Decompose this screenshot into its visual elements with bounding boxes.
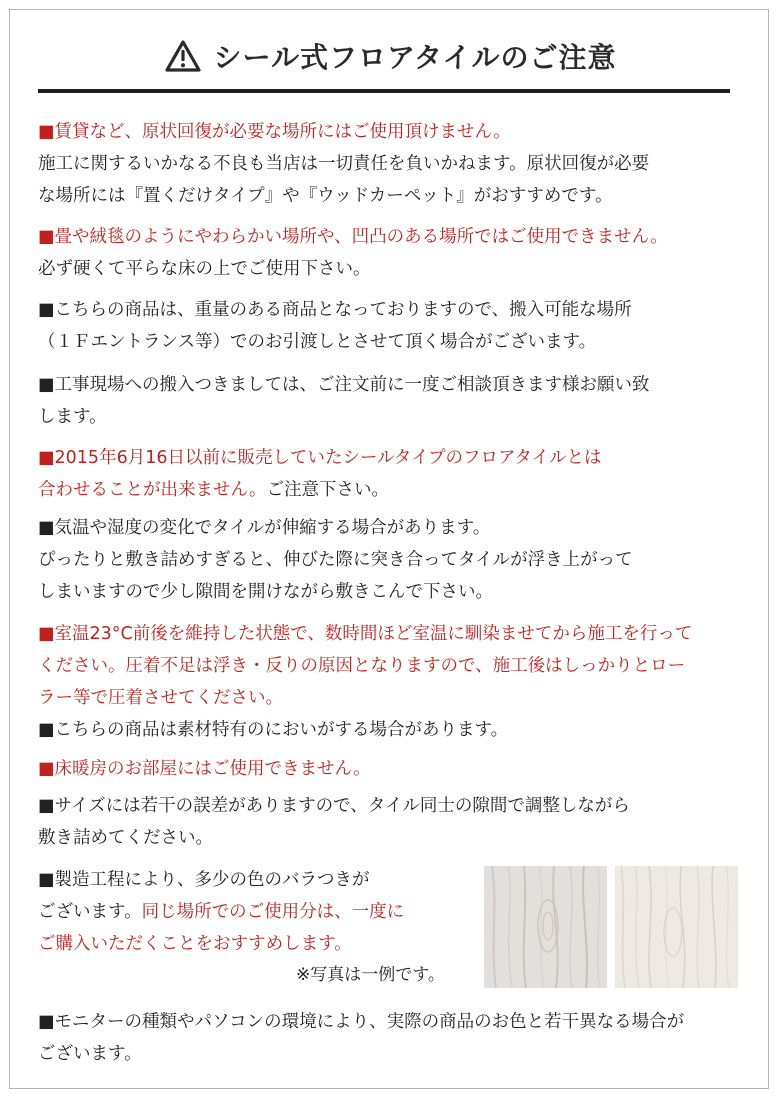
title-underline (38, 89, 730, 93)
photo-caption: ※写真は一例です。 (296, 965, 445, 985)
note-rental-warning: ■賃貸など、原状回復が必要な場所にはご使用頂けません。 (38, 122, 511, 142)
note-floor-heating-warning: ■床暖房のお部屋にはご使用できません。 (38, 759, 371, 779)
note-color-variation (38, 864, 478, 960)
note-color-variation-line1: ■製造工程により、多少の色のバラつきが (38, 870, 370, 890)
note-old-tiles-red2: 合わせることが出来ません。 (38, 480, 267, 500)
page-title (0, 30, 780, 82)
wood-swatch-gray (484, 866, 607, 988)
note-heavy-delivery (38, 294, 758, 358)
note-size-tolerance (38, 790, 758, 854)
note-monitor-color-line1: ■モニターの種類やパソコンの環境により、実際の商品のお色と若干異なる場合が (38, 1012, 685, 1032)
note-old-tiles (38, 442, 758, 506)
note-floor-heating (38, 753, 758, 785)
note-color-variation-red2: ご購入いただくことをおすすめします。 (38, 934, 352, 954)
note-construction-site-line2: します。 (38, 407, 107, 427)
note-soft-floor-warning: ■畳や絨毯のようにやわらかい場所や、凹凸のある場所ではご使用できません。 (38, 227, 668, 247)
note-expansion-line1: ■気温や湿度の変化でタイルが伸縮する場合があります。 (38, 518, 491, 538)
note-room-temperature-line1: ■室温23°C前後を維持した状態で、数時間ほど室温に馴染ませてから施工を行って (38, 624, 693, 644)
title-text: シール式フロアタイルのご注意 (213, 41, 617, 74)
note-old-tiles-rest: ご注意下さい。 (266, 480, 390, 500)
note-construction-site (38, 369, 758, 433)
wood-swatch-cream (615, 866, 738, 988)
note-room-temperature (38, 618, 758, 714)
note-monitor-color-line2: ございます。 (38, 1044, 142, 1064)
note-color-variation-line2 (38, 896, 478, 928)
note-room-temperature-line2: ください。圧着不足は浮き・反りの原因となりますので、施工後はしっかりとロー (38, 656, 686, 676)
note-color-variation-red1: 同じ場所でのご使用分は、一度に (141, 902, 405, 922)
note-odor-line1: ■こちらの商品は素材特有のにおいがする場合があります。 (38, 720, 509, 740)
note-soft-floor (38, 221, 758, 285)
note-size-tolerance-line2: 敷き詰めてください。 (38, 828, 213, 848)
note-heavy-delivery-line2: （１Ｆエントランス等）でのお引渡しとさせて頂く場合がございます。 (38, 332, 597, 352)
note-monitor-color (38, 1006, 758, 1070)
note-expansion-line2: ぴったりと敷き詰めすぎると、伸びた際に突き合ってタイルが浮き上がって (38, 550, 633, 570)
note-room-temperature-line3: ラー等で圧着させてください。 (38, 688, 283, 708)
warning-triangle-icon (164, 39, 202, 73)
note-rental-line1: 施工に関するいかなる不良も当店は一切責任を負いかねます。原状回復が必要 (38, 154, 650, 174)
note-expansion (38, 512, 758, 608)
note-soft-floor-line1: 必ず硬くて平らな床の上でご使用下さい。 (38, 259, 371, 279)
note-construction-site-line1: ■工事現場への搬入つきましては、ご注文前に一度ご相談頂きます様お願い致 (38, 375, 650, 395)
note-old-tiles-line2 (38, 474, 758, 506)
note-size-tolerance-line1: ■サイズには若干の誤差がありますので、タイル同士の隙間で調整しながら (38, 796, 630, 816)
note-rental-line2: な場所には『置くだけタイプ』や『ウッドカーペット』がおすすめです。 (38, 186, 613, 206)
note-color-variation-text: ございます。 (38, 902, 142, 922)
note-heavy-delivery-line1: ■こちらの商品は、重量のある商品となっておりますので、搬入可能な場所 (38, 300, 632, 320)
note-expansion-line3: しまいますので少し隙間を開けながら敷きこんで下さい。 (38, 582, 493, 602)
note-old-tiles-line1: ■2015年6月16日以前に販売していたシールタイプのフロアタイルとは (38, 448, 602, 468)
note-odor (38, 714, 758, 746)
wood-swatches (484, 866, 738, 992)
note-rental (38, 116, 758, 212)
